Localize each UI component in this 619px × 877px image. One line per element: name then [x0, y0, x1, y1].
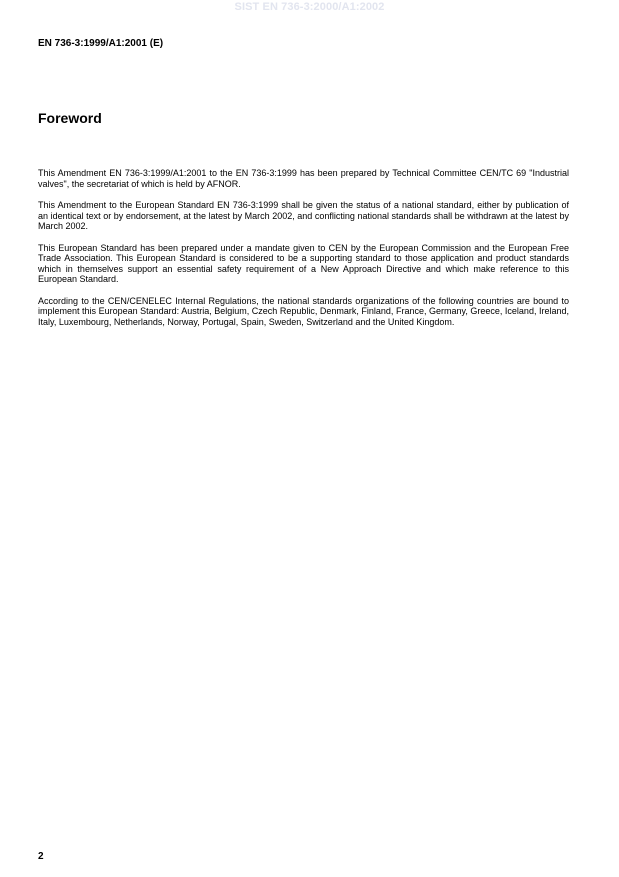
paragraph: This Amendment EN 736-3:1999/A1:2001 to the EN 736-3:1999 has been prepared by Technical Committee CEN/TC 69 "Industrial valves", the secretariat of which is held by AFNOR.: [38, 168, 569, 189]
section-heading: Foreword: [38, 110, 102, 126]
paragraph: This European Standard has been prepared under a mandate given to CEN by the European Commission and the European Free Trade Association. This European Standard is considered to be a supporting standard to those application and product standards which in themselves support an essential safety requirement of a New Approach Directive and which make reference to this European Standard.: [38, 242, 569, 284]
document-id: EN 736-3:1999/A1:2001 (E): [38, 38, 164, 49]
paragraph: This Amendment to the European Standard EN 736-3:1999 shall be given the status of a national standard, either by publication of an identical text or by endorsement, at the latest by March 2002, and conflicting national standards shall be withdrawn at the latest by March 2002.: [38, 200, 569, 231]
paragraph: According to the CEN/CENELEC Internal Regulations, the national standards organizations of the following countries are bound to implement this European Standard: Austria, Belgium, Czech Republic, Denmark, Finland, France, Germany, Greece, Iceland, Ireland, Italy, Luxembourg, Netherlands, Norway, Portugal, Spain, Sweden, Switzerland and the United Kingdom.: [38, 295, 569, 327]
watermark: SIST EN 736-3:2000/A1:2002: [234, 1, 385, 13]
page-number: 2: [38, 851, 44, 862]
foreword-body: [38, 168, 569, 338]
